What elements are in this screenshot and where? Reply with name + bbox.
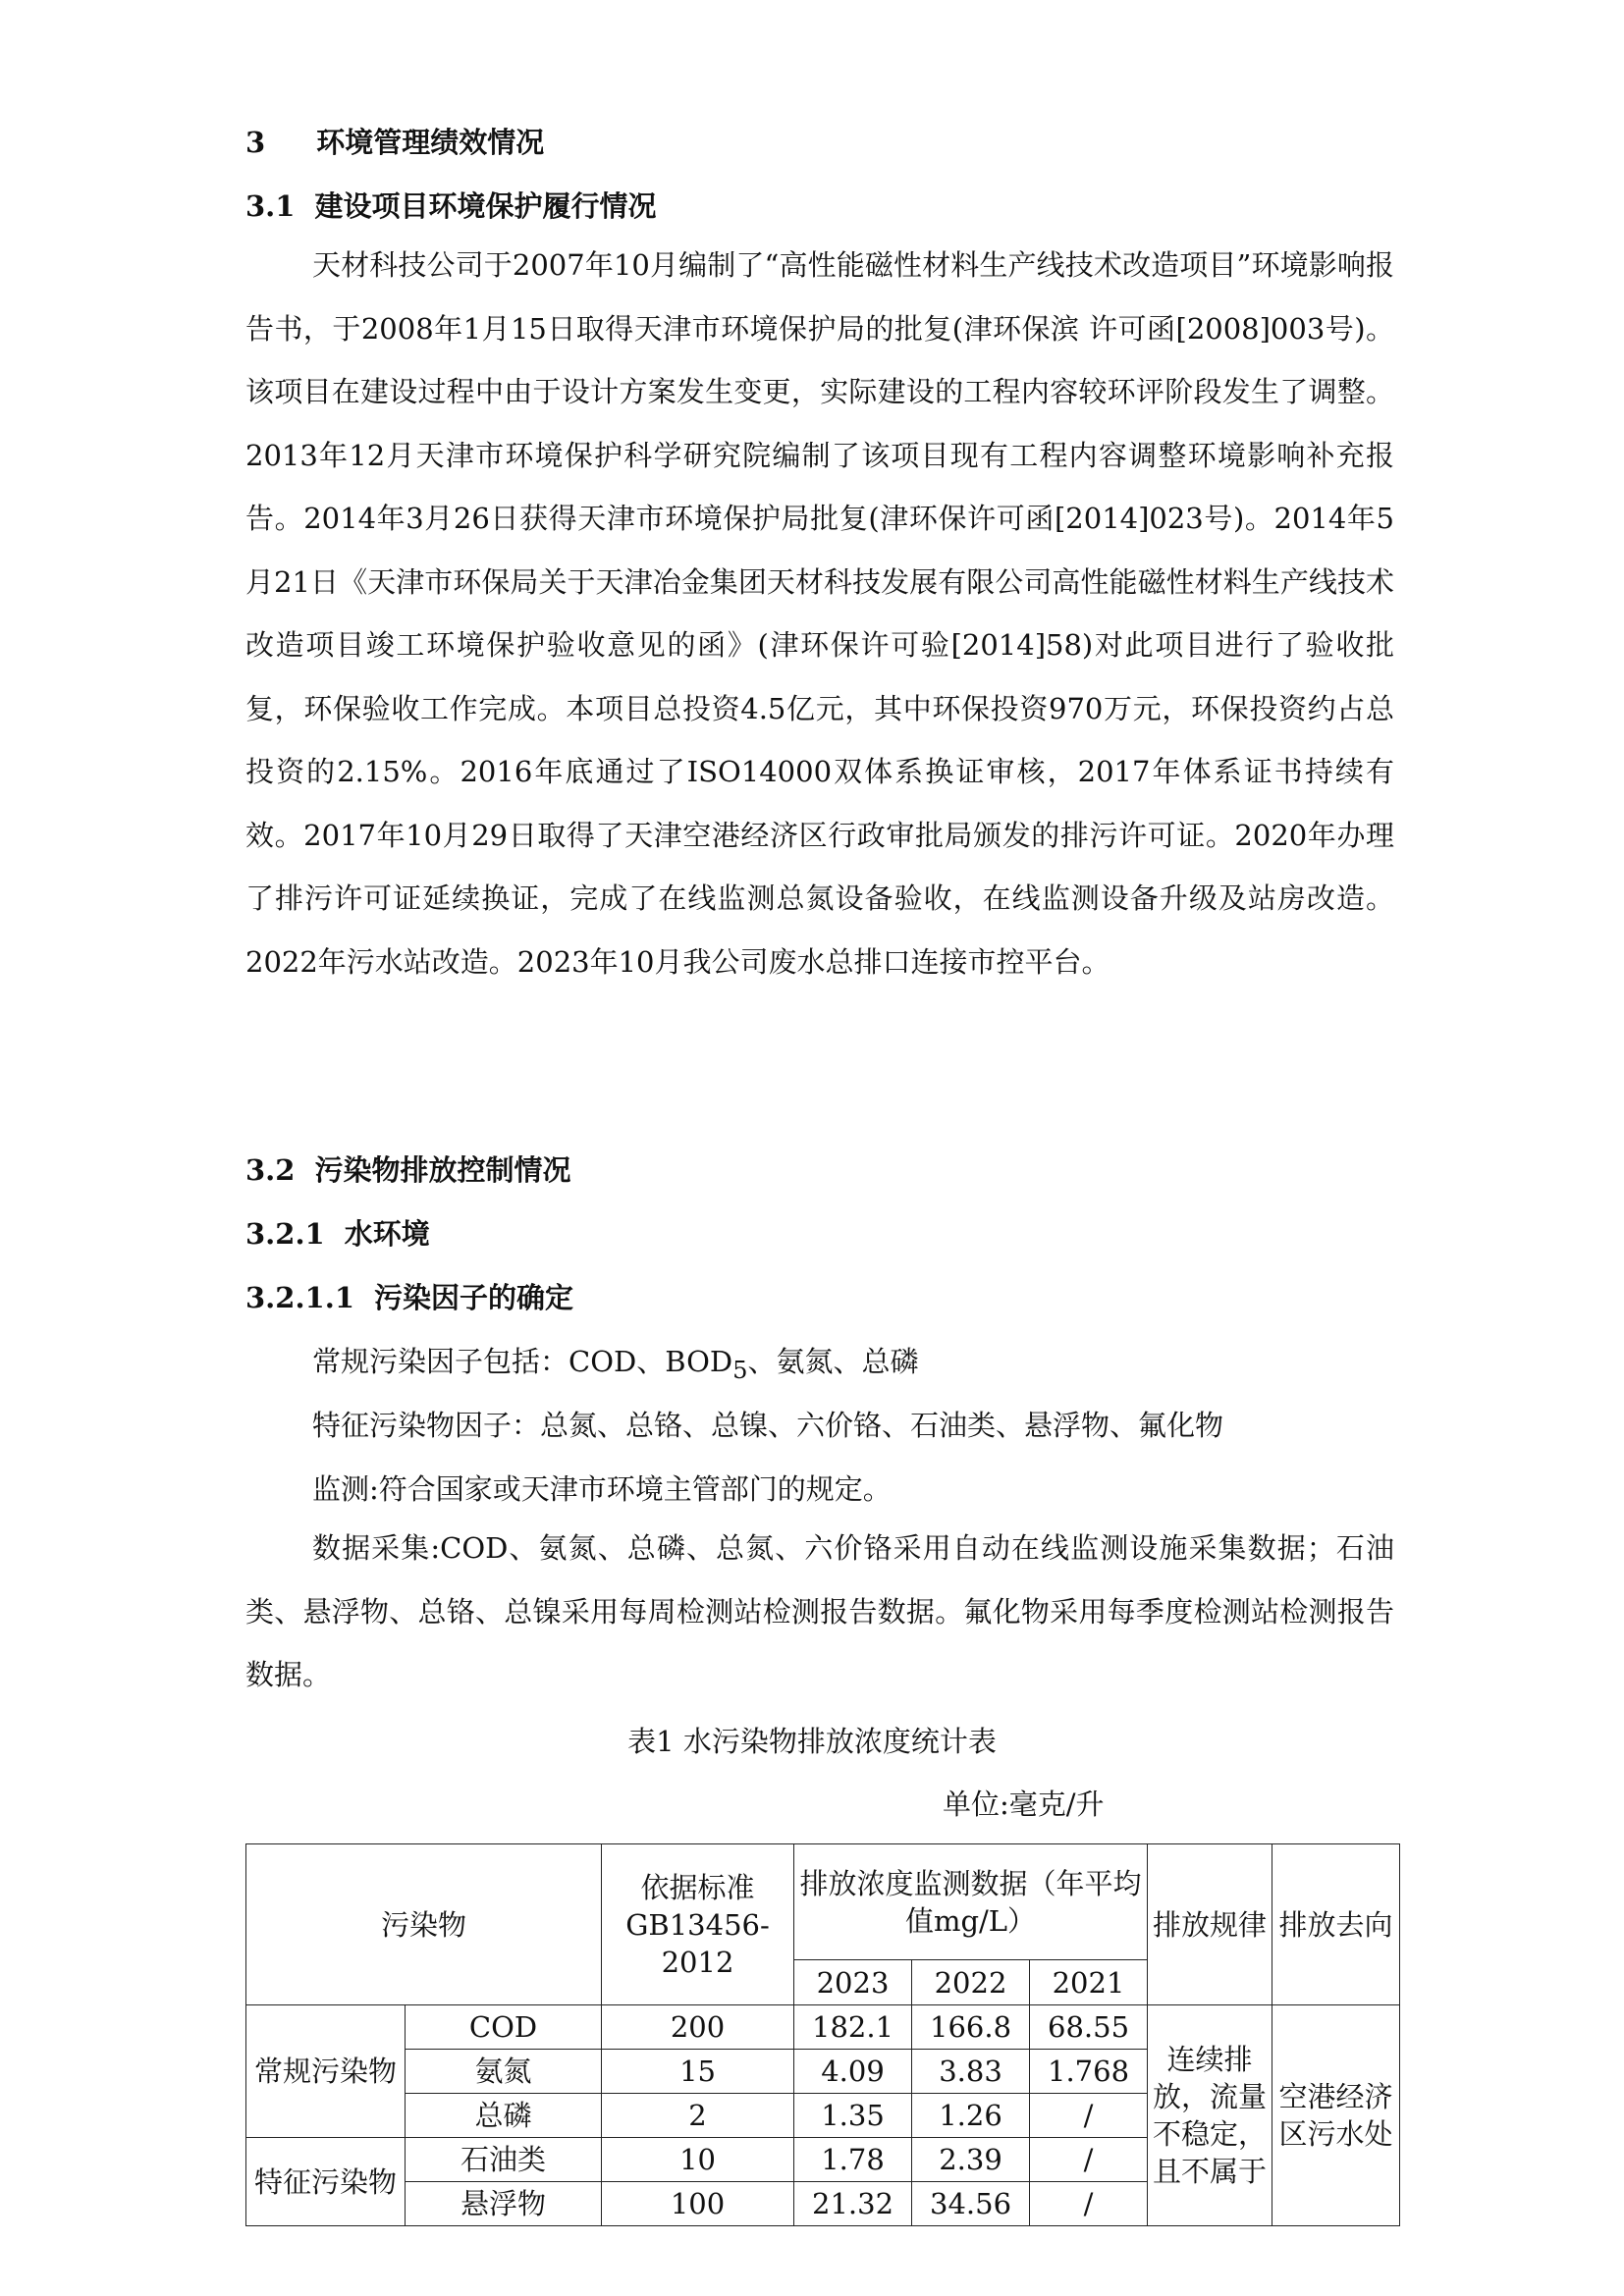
section-title: 环境管理绩效情况 xyxy=(316,126,545,159)
section-number: 3.2 xyxy=(245,1153,296,1187)
row-value: 166.8 xyxy=(912,2005,1030,2050)
row-value: 1.35 xyxy=(794,2094,912,2138)
table-unit: 单位:毫克/升 xyxy=(943,1788,1105,1821)
header-standard: 依据标准GB13456-2012 xyxy=(602,1844,794,2005)
header-year: 2022 xyxy=(912,1960,1030,2005)
row-value: / xyxy=(1030,2182,1148,2226)
row-value: / xyxy=(1030,2094,1148,2138)
section-title: 污染物排放控制情况 xyxy=(314,1153,571,1187)
row-value: 68.55 xyxy=(1030,2005,1148,2050)
paragraph-3-1: 天材科技公司于2007年10月编制了“高性能磁性材料生产线技术改造项目”环境影响报告书，于2008年1月15日取得天津市环境保护局的批复(津环保滨 许可函[2008]003号)。该项目在建设过程中由于设计方案发生变更，实际建设的工程内容较环评阶段发生了调整。2013年12月天津市环境保护科学研究院编制了该项目现有工程内容调整环境影响补充报告。2014年3月26日获得天津市环境保护局批复(津环保许可函[2014]023号)。2014年5月21日《天津市环保局关于天津冶金集团天材科技发展有限公司高性能磁性材料生产线技术改造项目竣工环境保护验收意见的函》(津环保许可验[2014]58)对此项目进行了验收批复，环保验收工作完成。本项目总投资4.5亿元，其中环保投资970万元，环保投资约占总投资的2.15%。2016年底通过了ISO14000双体系换证审核，2017年体系证书持续有效。2017年10月29日取得了天津空港经济区行政审批局颁发的排污许可证。2020年办理了排污许可证延续换证，完成了在线监测总氮设备验收，在线监测设备升级及站房改造。2022年污水站改造。2023年10月我公司废水总排口连接市控平台。 xyxy=(245,248,1394,979)
row-standard: 100 xyxy=(602,2182,794,2226)
row-name: 石油类 xyxy=(406,2138,602,2182)
row-value: 2.39 xyxy=(912,2138,1030,2182)
header-concentration: 排放浓度监测数据（年平均值mg/L） xyxy=(794,1844,1148,1960)
row-value: 1.768 xyxy=(1030,2050,1148,2094)
row-name: COD xyxy=(406,2005,602,2050)
section-number: 3 xyxy=(245,126,266,159)
section-3-2-1-heading xyxy=(245,1212,430,1253)
row-value: / xyxy=(1030,2138,1148,2182)
section-title: 建设项目环境保护履行情况 xyxy=(314,189,657,223)
section-3-2-1-1-heading xyxy=(245,1276,573,1316)
section-number: 3.2.1 xyxy=(245,1217,325,1251)
header-year: 2021 xyxy=(1030,1960,1148,2005)
row-value: 182.1 xyxy=(794,2005,912,2050)
section-title: 污染因子的确定 xyxy=(374,1281,574,1314)
section-3-2-heading xyxy=(245,1148,570,1189)
section-3-heading xyxy=(245,121,544,161)
monitoring-line: 监测:符合国家或天津市环境主管部门的规定。 xyxy=(312,1472,892,1506)
row-standard: 15 xyxy=(602,2050,794,2094)
row-value: 4.09 xyxy=(794,2050,912,2094)
row-standard: 10 xyxy=(602,2138,794,2182)
header-pattern: 排放规律 xyxy=(1148,1844,1272,2005)
section-title: 水环境 xyxy=(344,1217,430,1251)
header-destination: 排放去向 xyxy=(1272,1844,1400,2005)
header-pollutant: 污染物 xyxy=(246,1844,602,2005)
characteristic-factors-line: 特征污染物因子：总氮、总铬、总镍、六价铬、石油类、悬浮物、氟化物 xyxy=(312,1409,1224,1442)
conventional-factors-line xyxy=(312,1340,918,1384)
group-name: 特征污染物 xyxy=(246,2138,406,2226)
row-value: 3.83 xyxy=(912,2050,1030,2094)
destination-cell: 空港经济区污水处 xyxy=(1272,2005,1400,2226)
conventional-factors-text: 常规污染因子包括：COD、BOD xyxy=(312,1345,733,1378)
group-name: 常规污染物 xyxy=(246,2005,406,2138)
header-year: 2023 xyxy=(794,1960,912,2005)
row-name: 总磷 xyxy=(406,2094,602,2138)
row-name: 氨氮 xyxy=(406,2050,602,2094)
row-standard: 200 xyxy=(602,2005,794,2050)
table-caption: 表1 水污染物排放浓度统计表 xyxy=(627,1725,997,1758)
row-name: 悬浮物 xyxy=(406,2182,602,2226)
emission-table xyxy=(245,1843,1400,2226)
section-3-1-heading xyxy=(245,185,656,225)
pattern-cell: 连续排放，流量不稳定，且不属于 xyxy=(1148,2005,1272,2226)
row-value: 21.32 xyxy=(794,2182,912,2226)
data-collection-paragraph: 数据采集:COD、氨氮、总磷、总氮、六价铬采用自动在线监测设施采集数据；石油类、悬浮物、总铬、总镍采用每周检测站检测报告数据。氟化物采用每季度检测站检测报告数据。 xyxy=(245,1531,1394,1691)
conventional-factors-suffix: 、氨氮、总磷 xyxy=(747,1345,919,1378)
section-number: 3.1 xyxy=(245,189,296,223)
bod-subscript: 5 xyxy=(732,1356,748,1384)
row-value: 1.78 xyxy=(794,2138,912,2182)
section-number: 3.2.1.1 xyxy=(245,1281,355,1314)
row-standard: 2 xyxy=(602,2094,794,2138)
row-value: 1.26 xyxy=(912,2094,1030,2138)
row-value: 34.56 xyxy=(912,2182,1030,2226)
